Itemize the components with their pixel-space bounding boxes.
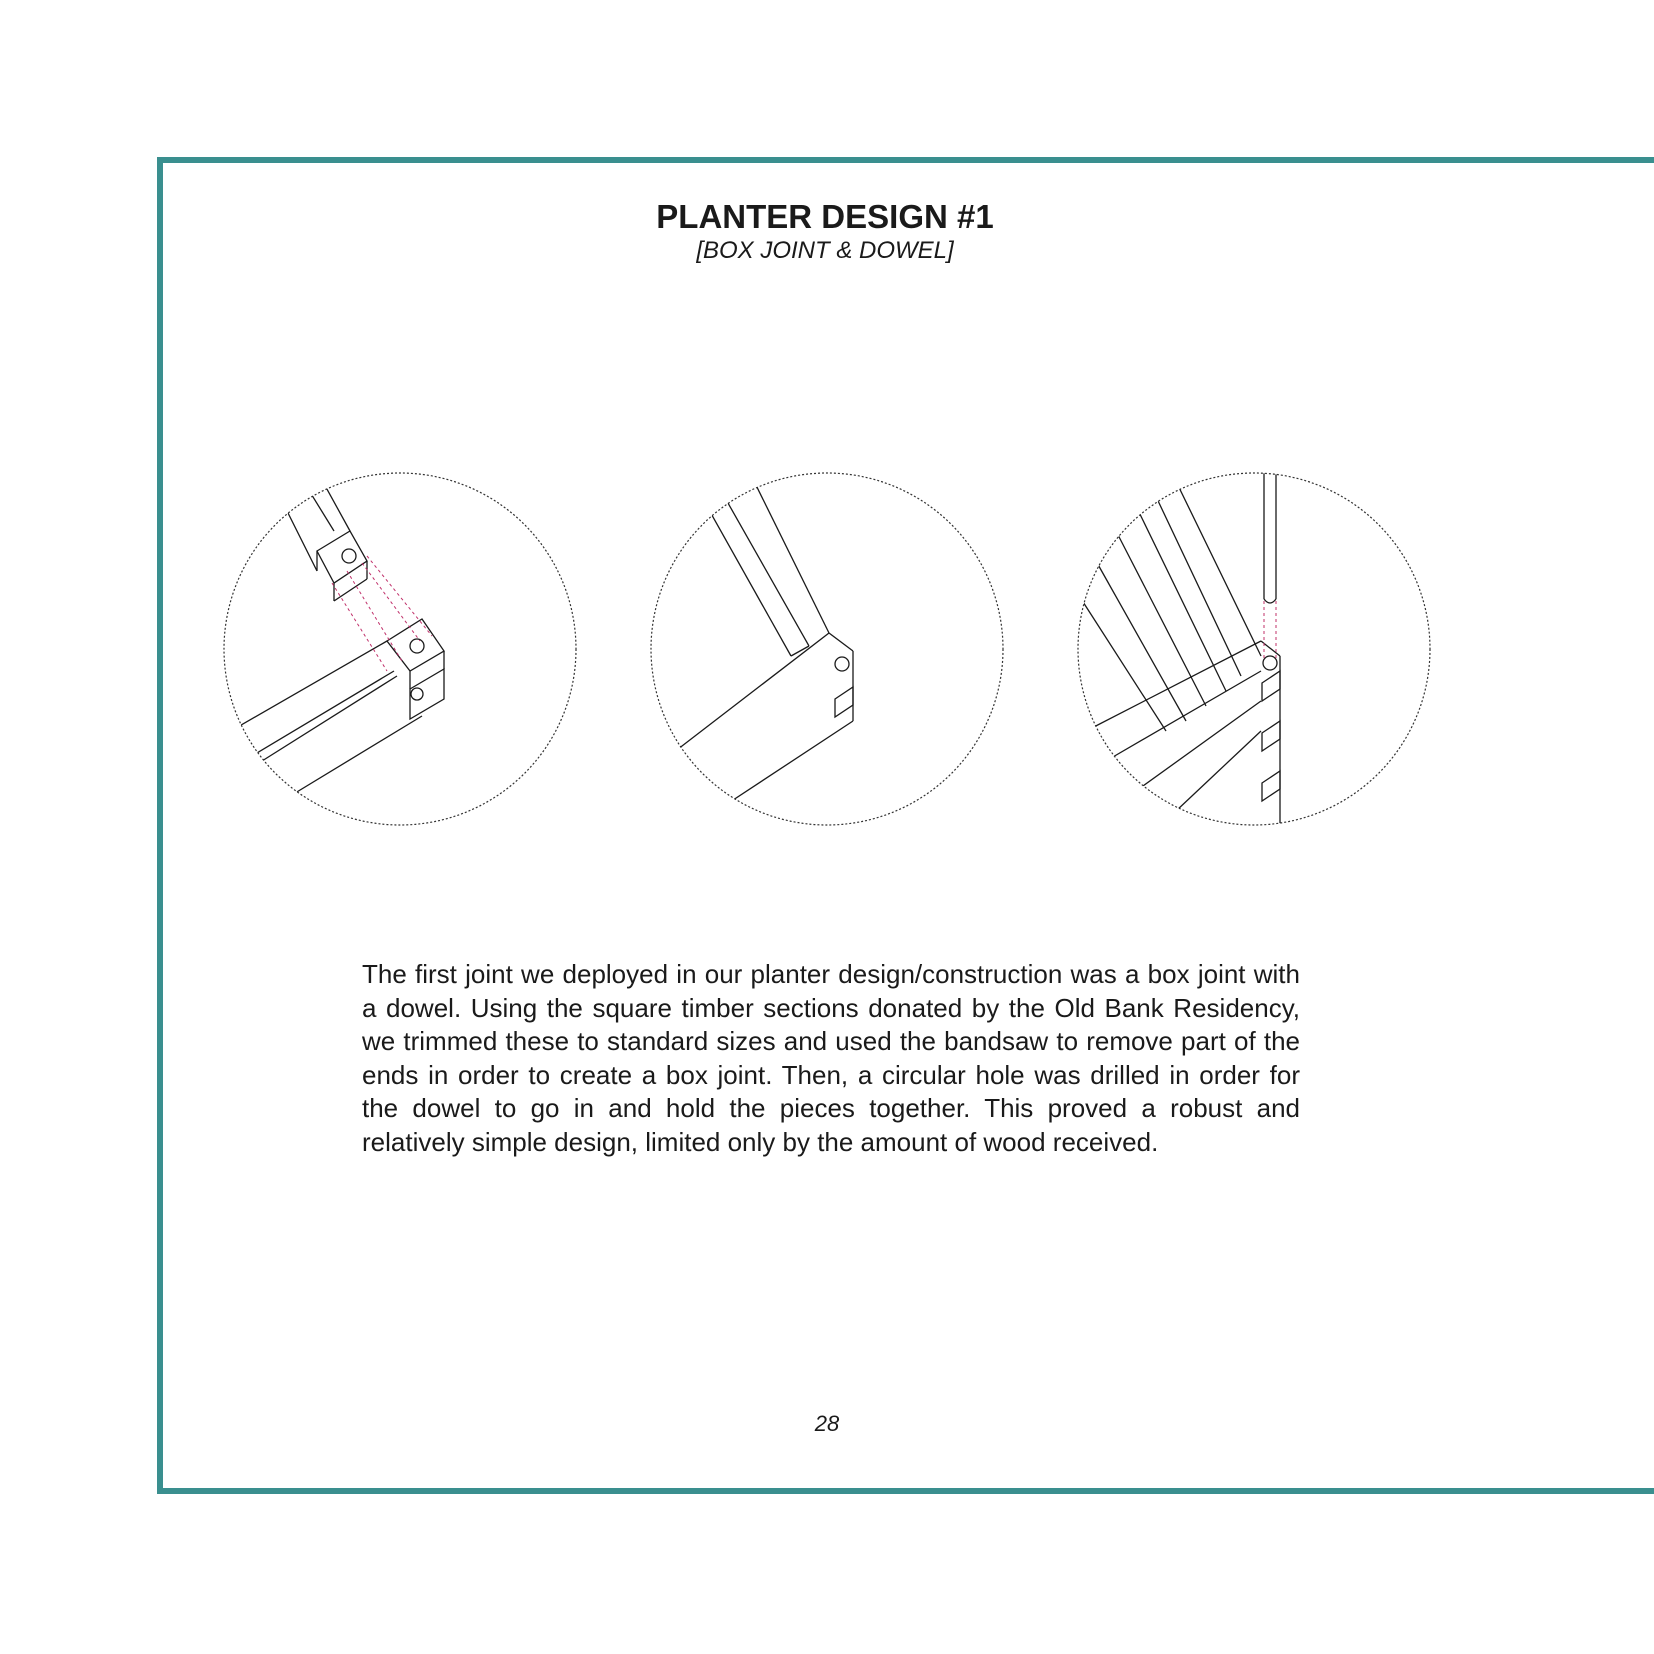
joint-exploded-detail — [222, 471, 578, 827]
corner-linework — [669, 471, 853, 806]
detail-circle — [1078, 473, 1430, 825]
page-title: PLANTER DESIGN #1 — [656, 198, 994, 235]
heading-block — [540, 198, 1110, 266]
detail-circle — [651, 473, 1003, 825]
joint-linework — [222, 471, 444, 801]
page-number: 28 — [814, 1411, 840, 1436]
page-subtitle: [BOX JOINT & DOWEL] — [696, 237, 954, 264]
joint-stacked-detail — [1076, 471, 1432, 827]
dowel-guides — [332, 556, 432, 671]
body-paragraph: The first joint we deployed in our planter design/construction was a box joint with a dowel. Using the square timber sections donated by the Old Bank Residency, we trimmed these to standard sizes and used the bandsaw to remove part of the ends in order to create a box joint. Then, a circular hole was drilled in order for the dowel to go in and hold the pieces together. This proved a robust and relatively simple design, limited only by the amount of wood received. — [362, 959, 1300, 1157]
stacked-joint-drawing — [1076, 471, 1432, 827]
stack-linework — [1076, 471, 1280, 827]
detail-circle — [224, 473, 576, 825]
assembled-joint-drawing — [649, 471, 1005, 827]
exploded-joint-drawing — [222, 471, 578, 827]
joint-assembled-detail — [649, 471, 1005, 827]
